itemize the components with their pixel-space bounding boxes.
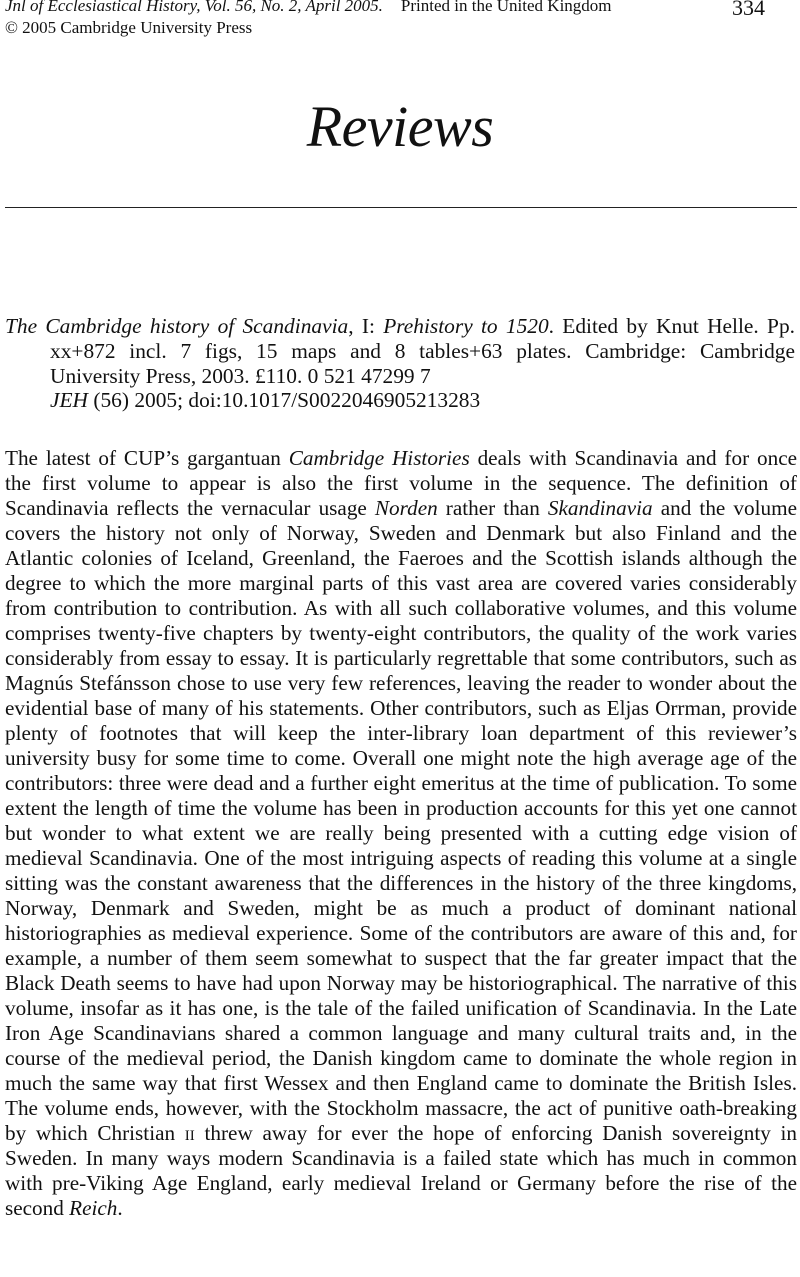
running-head [5,0,795,20]
body-text-3: rather than [437,496,548,520]
section-title: Reviews [306,94,494,159]
journal-abbrev: JEH [50,388,89,413]
copyright-line: © 2005 Cambridge University Press [5,18,253,37]
body-text-4: and the volume covers the history not only of Norway, Sweden and Denmark but also Finland and the Atlantic colonies of Iceland, Greenland, the Faeroes and the Scottish islands although the degree to which the more marginal parts of this vast area are covered varies considerably from contribution to contribution. As with all such collaborative volumes, and this volume comprises twenty-five chapters by twenty-eight contributors, the quality of the work varies considerably from essay to essay. It is particularly regrettable that some contributors, such as Magnús Stefánsson chose to use very few references, leaving the reader to wonder about the evidential base of many of his statements. Other contributors, such as Eljas Orrman, provide plenty of footnotes that will keep the inter-library loan department of this reviewer’s university busy for some time to come. Overall one might note the high average age of the contributors: three were dead and a further eight emeritus at the time of publication. To some extent the length of time the volume has been in production accounts for this yet one cannot but wonder to what extent we are really being presented with a cutting edge vision of medieval Scandinavia. One of the most intriguing aspects of reading this volume at a single sitting was the constant awareness that the differences in the history of the three kingdoms, Norway, Denmark and Sweden, might be as much a product of dominant national historiographies as medieval experience. Some of the contributors are aware of this and, for example, a number of them seem somewhat to suspect that the far greater impact that the Black Death seems to have had upon Norway may be historiographical. The narrative of this volume, insofar as it has one, is the tale of the failed unification of Scandinavia. In the Late Iron Age Scandinavians shared a common language and many cultural traits and, in the course of the medieval period, the Danish kingdom came to dominate the whole region in much the same way that first Wessex and then England came to dominate the British Isles. The volume ends, however, with the Stockholm massacre, the act of punitive oath-breaking by which Christian [5,496,797,1145]
italic-reich: Reich [69,1196,118,1220]
journal-citation: Jnl of Ecclesiastical History, Vol. 56, No. 2, April 2005. [5,0,383,15]
review-citation [5,314,795,413]
page-number: 334 [732,0,765,20]
printed-notice: Printed in the United Kingdom [400,0,612,15]
italic-norden: Norden [374,496,438,520]
book-volume-title: Prehistory to 1520 [383,314,549,338]
doi-reference: (56) 2005; doi:10.1017/S0022046905213283 [88,388,481,413]
body-text-6: . [117,1196,123,1220]
book-details: . Edited by Knut Helle. Pp. xx+872 incl. 7 figs, 15 maps and 8 tables+63 plates. Cambridge: Cambridge University Press, 2003. £110. 0 521 47299 7 [50,314,795,388]
body-text-2: deals with Scandinavia and for once the first volume to appear is also the first volume in the sequence. The definition of Scandinavia reflects the vernacular usage [5,446,798,520]
review-paragraph [5,446,797,1221]
title-divider [5,207,797,208]
review-body [5,446,797,1221]
body-text-5: threw away for ever the hope of enforcing Danish sovereignty in Sweden. In many ways modern Scandinavia is a failed state which has much in common with pre-Viking Age England, early medieval Ireland or Germany before the rise of the second [5,1121,797,1220]
italic-skandinavia: Skandinavia [547,496,653,520]
book-entry [5,314,795,388]
book-title: The Cambridge history of Scandinavia [5,314,349,338]
body-text-1: The latest of CUP’s gargantuan [5,446,289,470]
smallcaps-roman-numeral: ii [184,1121,195,1145]
book-volume-separator: , I: [348,314,384,338]
journal-reference [5,388,795,413]
italic-cambridge-histories: Cambridge Histories [288,446,470,470]
